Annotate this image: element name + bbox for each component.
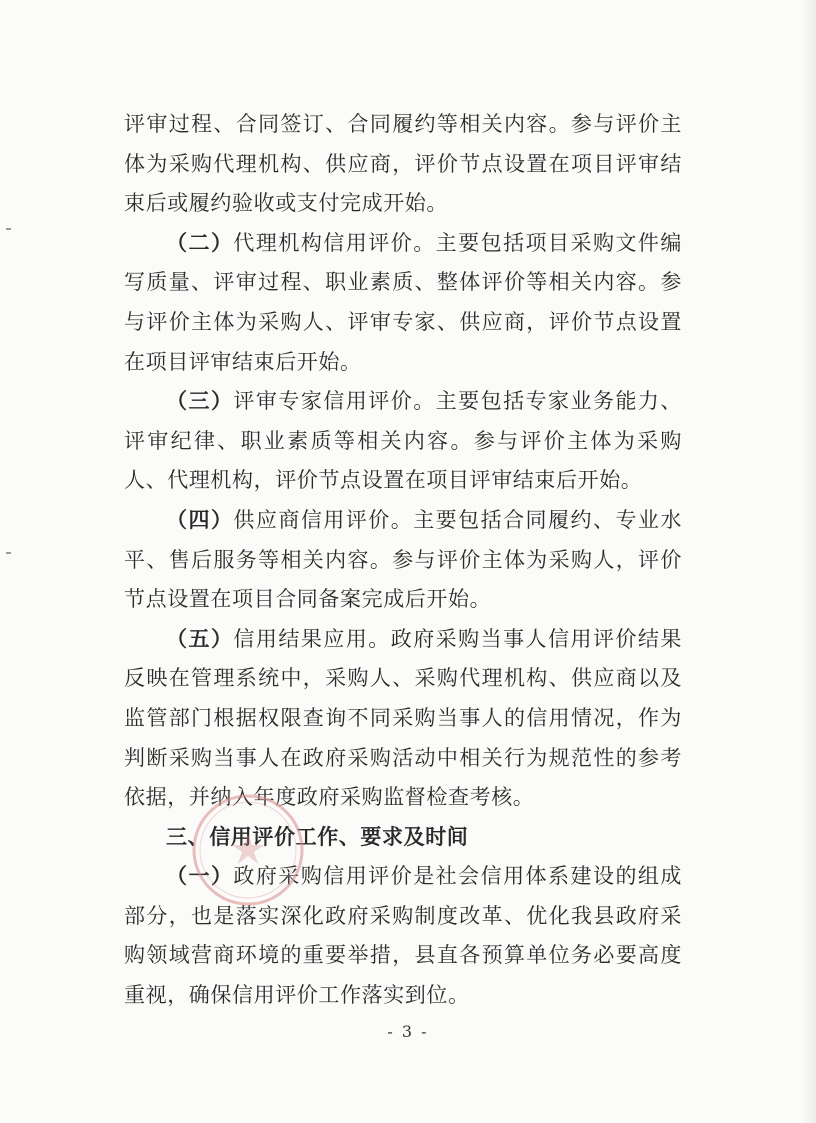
paragraph-expert-credit [124,382,682,501]
page-number: - 3 - [387,1022,429,1041]
scan-edge-shadow [802,0,816,1123]
paragraph-text: 评审过程、合同签订、合同履约等相关内容。参与评价主体为采购代理机构、供应商，评价节点设置在项目评审结束后或履约验收或支付完成开始。 [124,112,682,216]
paragraph-text: 评审专家信用评价。主要包括专家业务能力、评审纪律、职业素质等相关内容。参与评价主体为采购人、代理机构，评价节点设置在项目评审结束后开始。 [124,389,682,493]
section-heading: 三、信用评价工作、要求及时间 [166,824,469,849]
item-number: （四） [166,507,234,532]
paragraph-text: 信用结果应用。政府采购当事人信用评价结果反映在管理系统中，采购人、采购代理机构、供应商以及监管部门根据权限查询不同采购当事人的信用情况，作为判断采购当事人在政府采购活动中相关行为规范性的参考依据，并纳入年度政府采购监督检查考核。 [124,626,682,810]
paragraph-continuation [124,105,682,224]
binding-mark [6,552,11,554]
item-number: （五） [166,626,234,651]
paragraph-result-application [124,620,682,818]
paragraph-requirement-one [124,857,682,1015]
item-number: （三） [166,389,234,414]
item-number: （一） [166,864,234,889]
document-body [124,105,682,1016]
paragraph-text: 政府采购信用评价是社会信用体系建设的组成部分，也是落实深化政府采购制度改革、优化我县政府采购领域营商环境的重要举措，县直各预算单位务必要高度重视，确保信用评价工作落实到位。 [124,864,682,1008]
paragraph-agency-credit [124,224,682,382]
binding-mark [6,228,11,230]
paragraph-text: 供应商信用评价。主要包括合同履约、专业水平、售后服务等相关内容。参与评价主体为采购人，评价节点设置在项目合同备案完成后开始。 [124,507,682,612]
paragraph-supplier-credit [124,501,682,620]
item-number: （二） [166,230,234,255]
paragraph-text: 代理机构信用评价。主要包括项目采购文件编写质量、评审过程、职业素质、整体评价等相关内容。参与评价主体为采购人、评审专家、供应商，评价节点设置在项目评审结束后开始。 [124,230,682,374]
